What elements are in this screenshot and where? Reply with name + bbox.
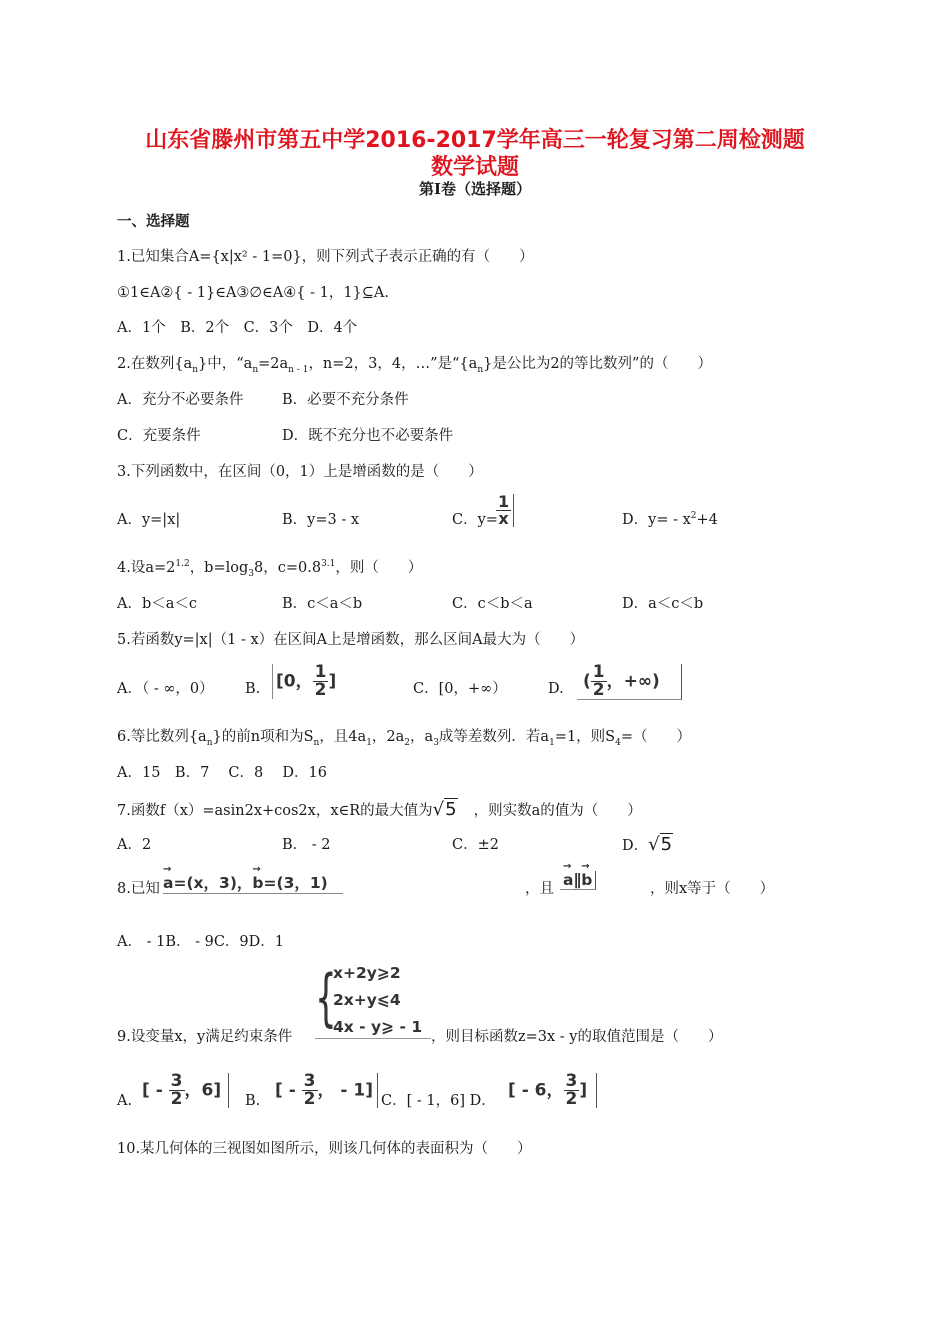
question-1-statements: ①1∈A②{ - 1}∈A③∅∈A④{ - 1，1}⊆A. [117, 285, 390, 301]
question-5-option-c: C．[0，+∞） [413, 681, 507, 697]
question-4-option-c: C．c＜b＜a [452, 596, 533, 612]
question-9-option-b-interval: [ - $\frac{3}{2}$ ， - 1] [275, 1073, 378, 1108]
left-brace-symbol: { [315, 961, 337, 1034]
question-7-option-a: A．2 [117, 837, 152, 853]
question-5-option-b-interval: [0， $\frac{1}{2}$ ] [272, 664, 339, 699]
question-8-stem-prefix: 8.已知 [117, 881, 160, 897]
question-5-option-d-label: D. [548, 681, 564, 697]
sqrt-5-symbol: √5 [432, 799, 457, 820]
section-heading: 一、选择题 [117, 213, 190, 230]
exam-title: 山东省滕州市第五中学2016-2017学年高三一轮复习第二周检测题 [145, 128, 805, 153]
question-2-option-a: A．充分不必要条件 [117, 392, 244, 408]
question-1-options: A．1个 B．2个 C．3个 D．4个 [117, 320, 358, 336]
question-2-option-c: C．充要条件 [117, 428, 201, 444]
question-4-stem: 4.设$a=2^{1.2}$，$b=\log_38$，$c=0.8^{3.1}$，则（ ） [117, 559, 423, 579]
constraint-2: 2x+y⩽4 [333, 991, 401, 1009]
question-9-stem-suffix: ，则目标函数z=3x - y的取值范围是（ ） [431, 1029, 723, 1045]
question-9-option-d-interval: [ - 6， $\frac{3}{2}$ ] [508, 1073, 597, 1108]
constraint-3: 4x - y⩾ - 1 [333, 1018, 423, 1036]
question-7-stem: 7.函数f（x）=asin2x+cos2x，x∈R的最大值为√5 ，则实数a的值为（ ） [117, 799, 642, 820]
exam-subject-title: 数学试题 [430, 155, 519, 180]
question-7-option-d: D．√5 [622, 834, 673, 855]
question-8-vectors: → a=(x，3)，→ b=(3，1) [163, 871, 343, 894]
question-3-option-d: D．$y= - x^2+4$ [622, 511, 718, 528]
question-8-stem-middle: ，且 [525, 881, 554, 897]
question-8-options: A． - 1B． - 9C．9D．1 [117, 934, 284, 950]
question-3-option-a: A．y=|x| [117, 512, 181, 528]
question-3-stem: 3.下列函数中，在区间（0，1）上是增函数的是（ ） [117, 464, 483, 480]
question-3-option-c: C．y= [452, 512, 498, 528]
question-1-stem: 1.已知集合A={x|x² - 1=0}，则下列式子表示正确的有（ ） [117, 249, 534, 265]
question-9-option-a-interval: [ - $\frac{3}{2}$ ，6] [142, 1073, 229, 1108]
question-5-stem: 5.若函数y=|x|（1 - x）在区间A上是增函数，那么区间A最大为（ ） [117, 632, 585, 648]
question-5-option-a: A．（ - ∞，0） [117, 681, 214, 697]
question-7-option-c: C．±2 [452, 837, 499, 853]
question-4-option-d: D．a＜c＜b [622, 596, 704, 612]
question-9-constraint-system [315, 962, 431, 1042]
question-9-option-c: C．[ - 1，6] D． [381, 1093, 496, 1109]
question-9-option-a-label: A. [117, 1093, 133, 1109]
question-3-option-c-fraction: $\frac{1}{x}$ [496, 494, 514, 527]
question-4-option-a: A．b＜a＜c [117, 596, 198, 612]
question-6-stem: 6.等比数列$\{a_n\}$的前n项和为$S_n$，且$4a_1$，$2a_2$，$a_3$成等差数列．若$a_1=1$，则$S_4=$（ ） [117, 729, 692, 748]
question-9-stem-prefix: 9.设变量x，y满足约束条件 [117, 1029, 293, 1045]
question-7-option-b: B． - 2 [282, 837, 331, 853]
question-6-options: A．15 B．7 C．8 D．16 [117, 765, 327, 781]
question-3-option-b: B．y=3 - x [282, 512, 360, 528]
question-2-stem: 2.在数列$\{a_n\}$中，“$a_n=2a_{n - 1}$，n=2，3，4，…”是“$\{a_n\}$是公比为2的等比数列”的（ ） [117, 356, 712, 375]
sqrt-5-symbol: √5 [648, 834, 673, 855]
question-9-option-b-label: B. [245, 1093, 261, 1109]
constraint-1: x+2y⩾2 [333, 964, 401, 982]
question-8-parallel-condition: → a∥→ b [560, 871, 596, 890]
question-10-stem: 10.某几何体的三视图如图所示，则该几何体的表面积为（ ） [117, 1141, 532, 1157]
question-5-option-d-interval: ( $\frac{1}{2}$ ，+∞) [577, 664, 682, 700]
question-2-option-d: D．既不充分也不必要条件 [282, 428, 454, 444]
question-4-option-b: B．c＜a＜b [282, 596, 363, 612]
question-8-stem-suffix: ，则x等于（ ） [650, 881, 775, 897]
volume-heading: 第Ⅰ卷（选择题） [418, 180, 532, 198]
question-2-option-b: B．必要不充分条件 [282, 392, 409, 408]
question-5-option-b-label: B. [245, 681, 261, 697]
